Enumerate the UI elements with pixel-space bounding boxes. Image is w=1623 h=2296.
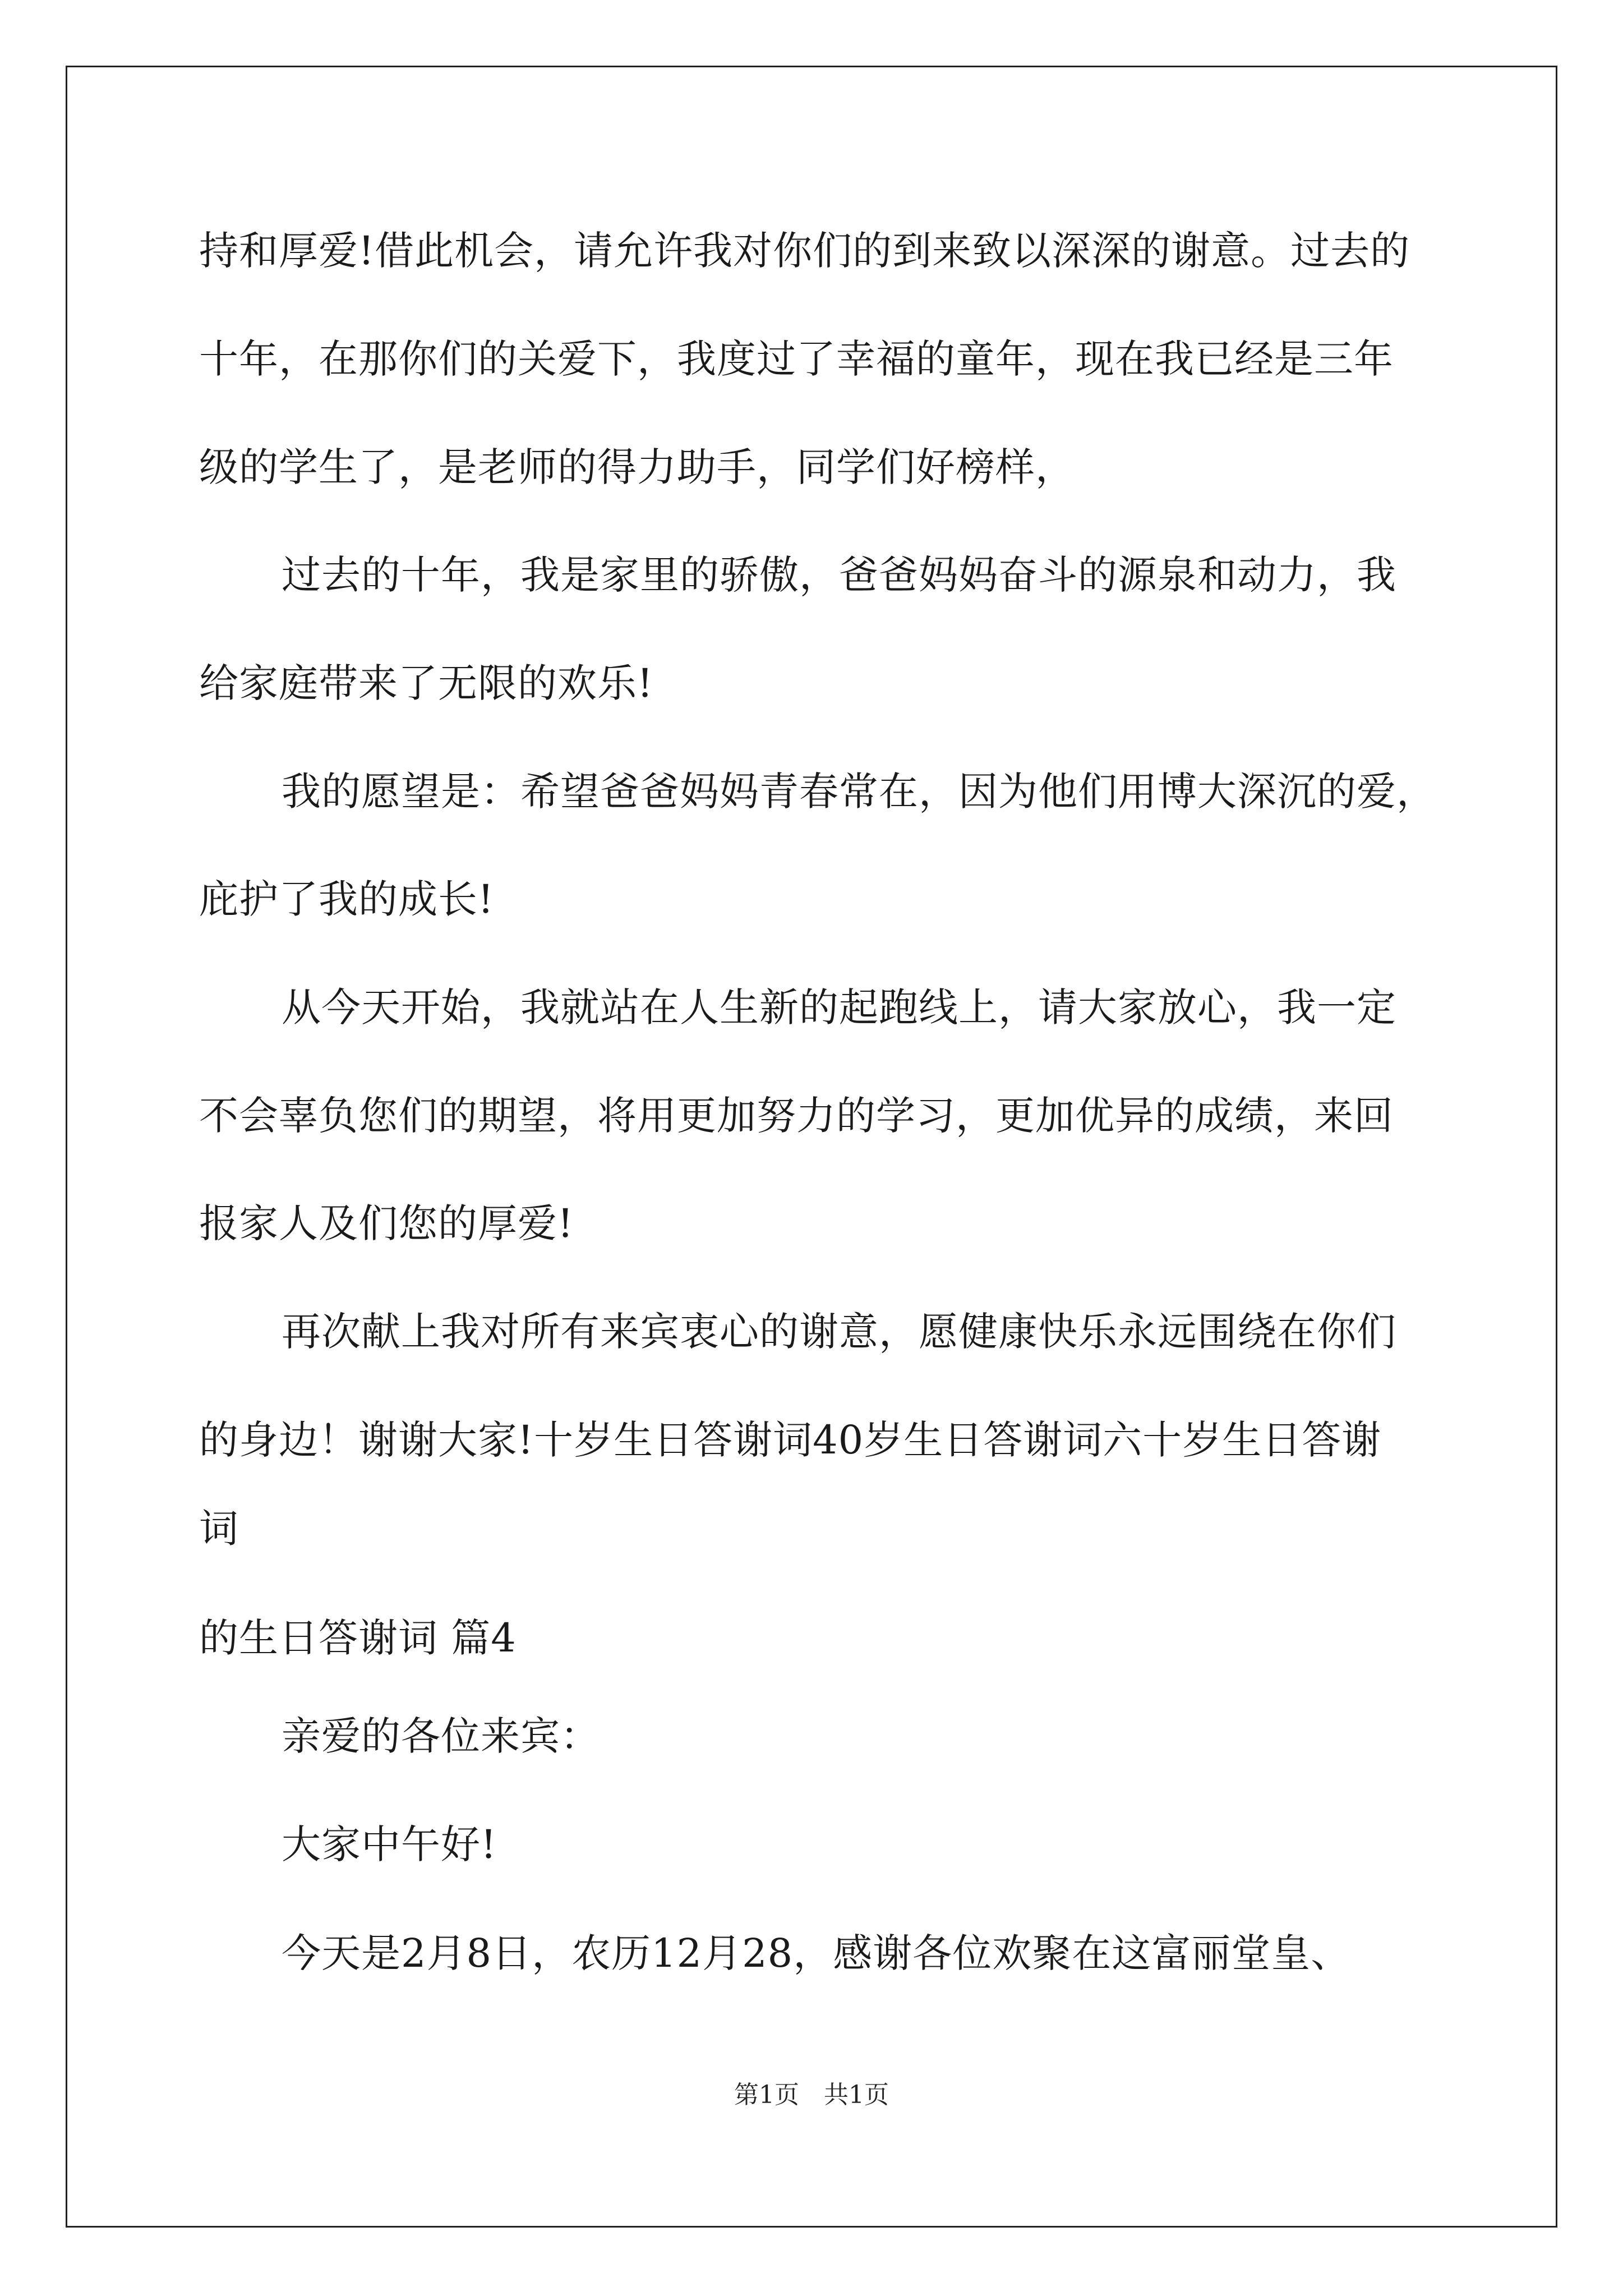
page-border [66,66,1557,2228]
section-heading: 的生日答谢词 篇4 [199,1615,517,1661]
text-line-9: 不会辜负您们的期望，将用更加努力的学习，更加优异的成绩，来回 [199,1093,1394,1139]
text-line-7: 庇护了我的成长! [199,876,495,922]
text-line-3: 级的学生了，是老师的得力助手，同学们好榜样， [199,444,1075,490]
text-line-1: 持和厚爱!借此机会，请允许我对你们的到来致以深深的谢意。过去的 [199,228,1410,274]
text-line-16: 大家中午好! [282,1821,497,1867]
text-line-5: 给家庭带来了无限的欢乐! [199,660,654,706]
text-line-11: 再次献上我对所有来宾衷心的谢意，愿健康快乐永远围绕在你们 [282,1309,1396,1355]
text-line-17: 今天是2月8日，农历12月28，感谢各位欢聚在这富丽堂皇、 [282,1930,1351,1976]
text-line-15: 亲爱的各位来宾： [282,1713,600,1759]
text-line-10: 报家人及们您的厚爱! [199,1200,574,1246]
text-line-4: 过去的十年，我是家里的骄傲，爸爸妈妈奋斗的源泉和动力，我 [282,552,1396,598]
text-line-12: 的身边！谢谢大家!十岁生日答谢词40岁生日答谢词六十岁生日答谢 [199,1417,1382,1463]
text-line-6: 我的愿望是：希望爸爸妈妈青春常在，因为他们用博大深沉的爱， [282,769,1436,815]
text-line-2: 十年，在那你们的关爱下，我度过了幸福的童年，现在我已经是三年 [199,336,1394,382]
page-number: 第1页 共1页 [734,2081,889,2109]
text-line-8: 从今天开始，我就站在人生新的起跑线上，请大家放心，我一定 [282,984,1396,1030]
text-line-13: 词 [199,1506,239,1552]
